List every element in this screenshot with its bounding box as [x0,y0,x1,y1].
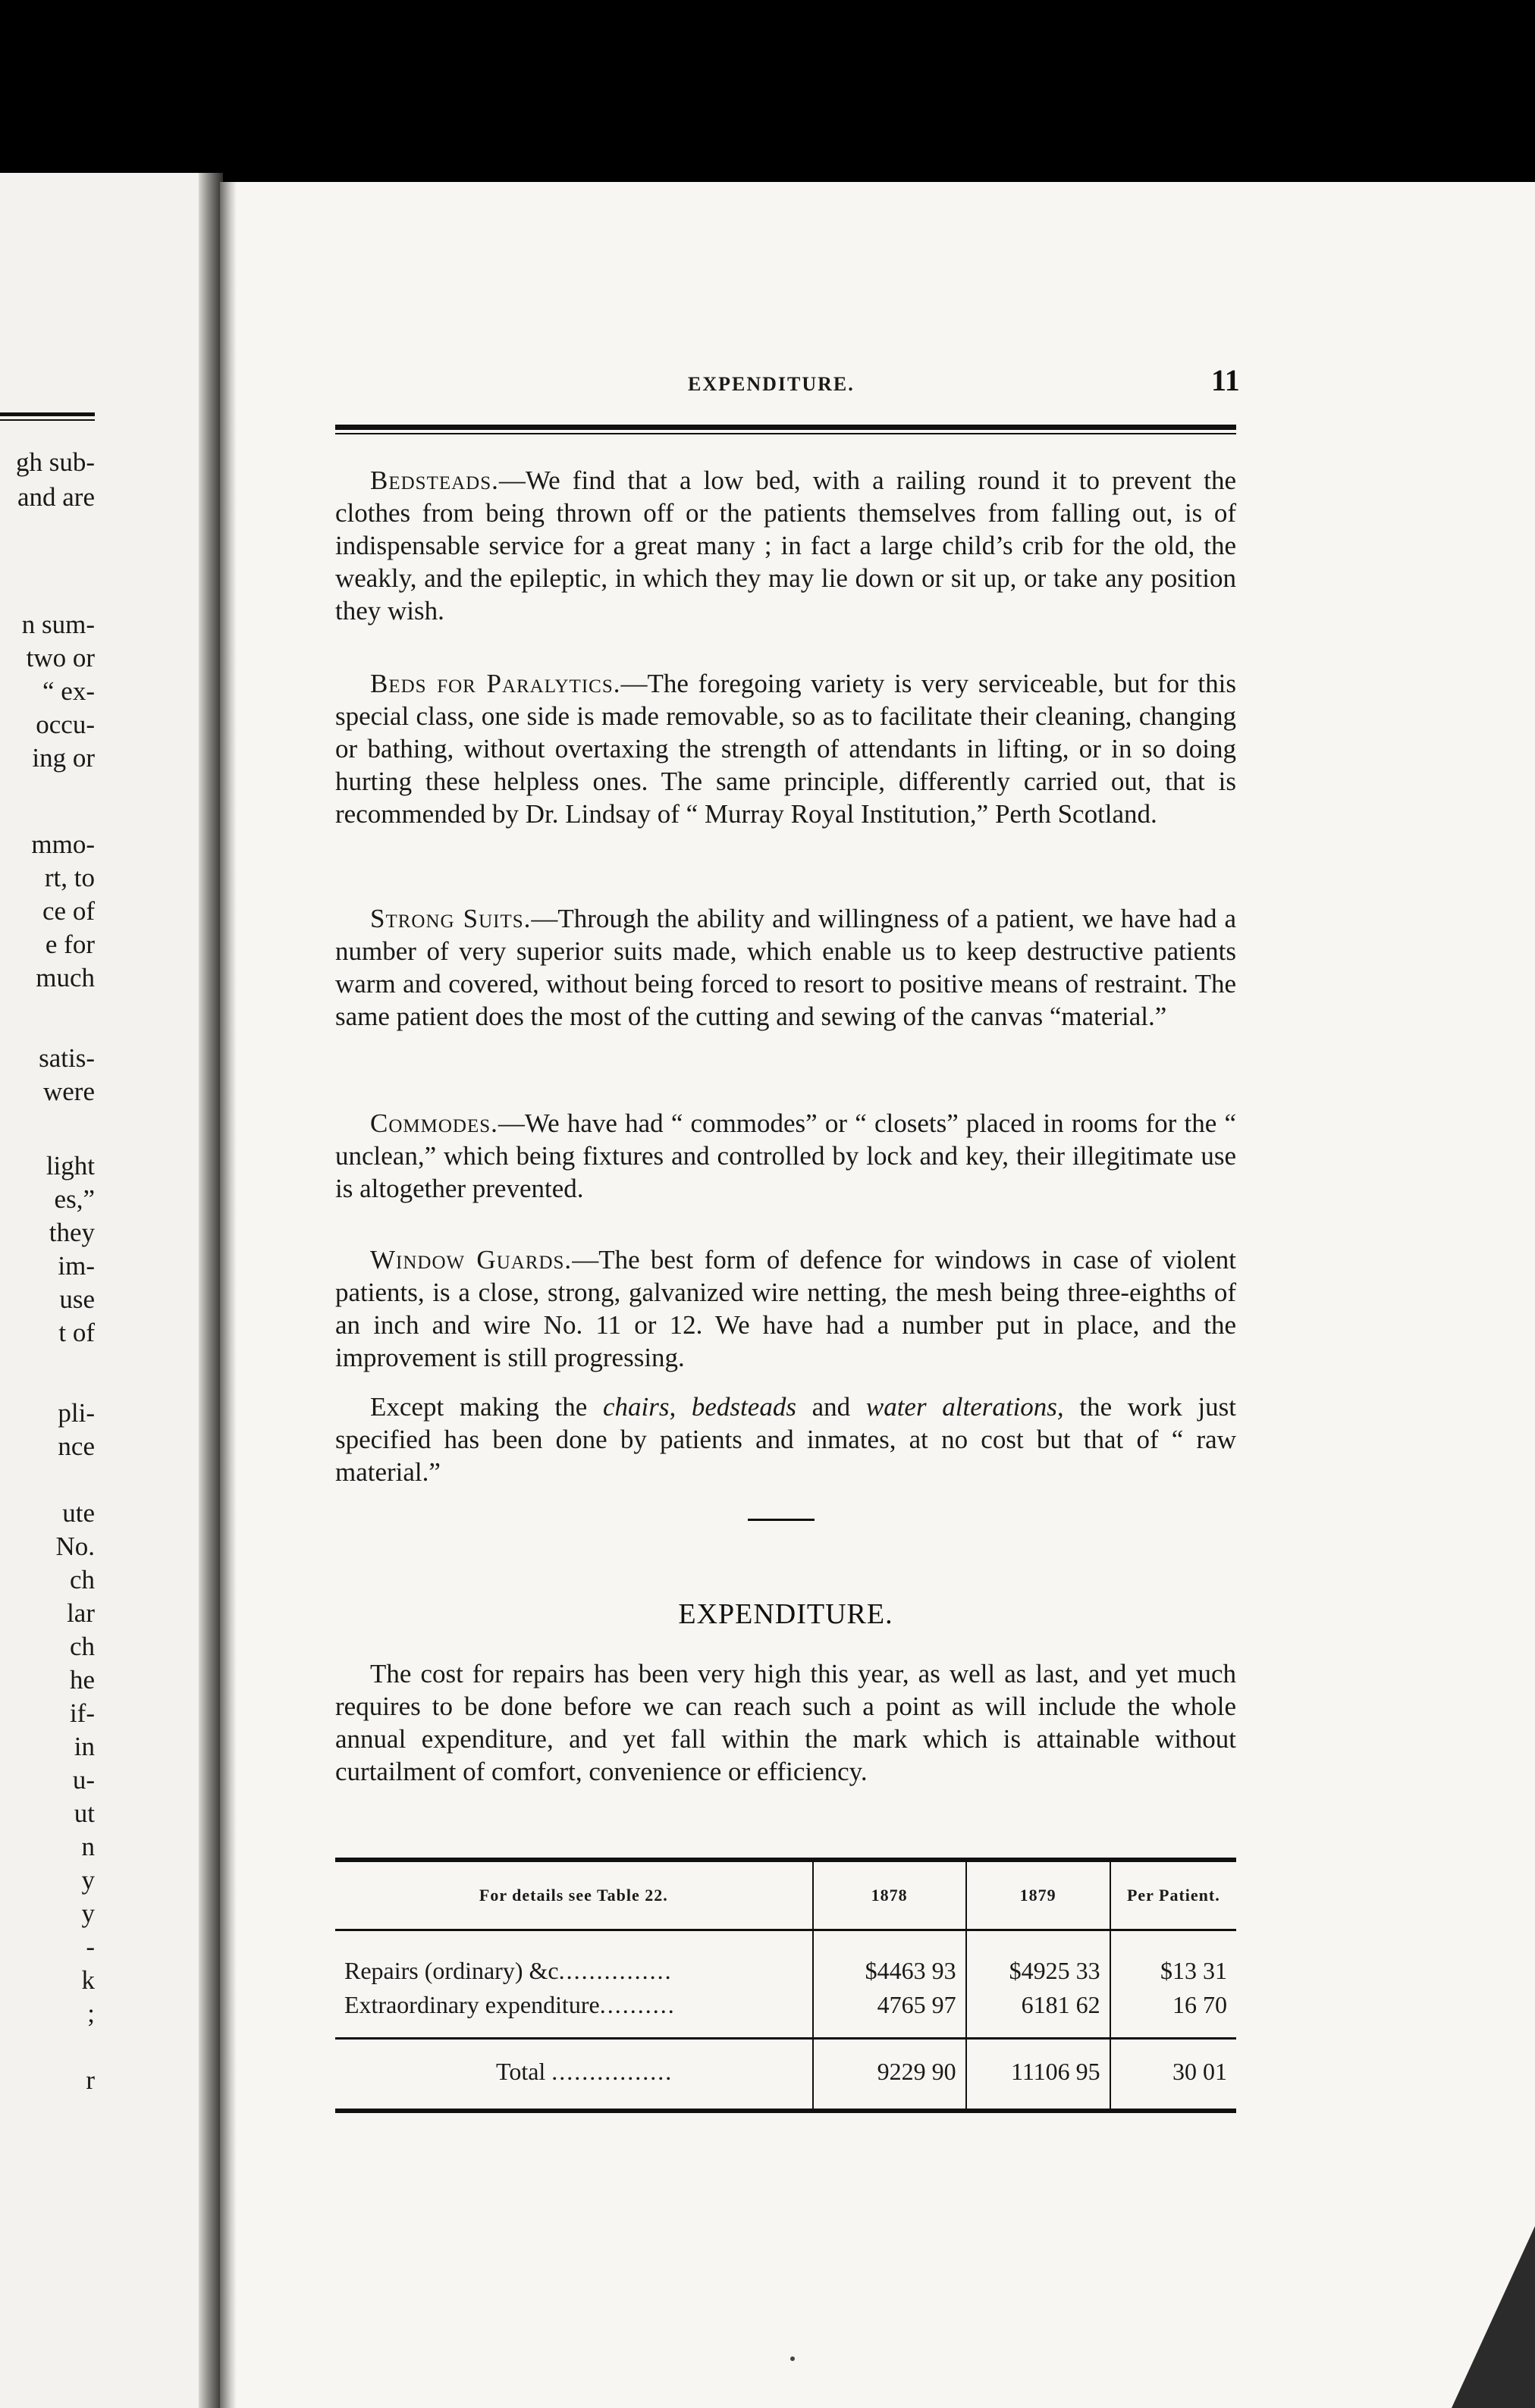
row-label-cell [335,1930,813,1989]
total-leader: ................ [551,2058,673,2085]
cell-per-patient: $13 31 [1110,1930,1236,1989]
paragraph-lead: Commodes. [370,1108,498,1138]
left-fragment: mmo- [31,829,95,859]
except-italic-2: water alterations, [865,1392,1064,1422]
row-label-cell [335,1988,813,2039]
left-fragment: use [59,1284,95,1314]
except-text-1: Except making the [370,1392,603,1422]
left-fragment: much [36,963,95,992]
page-speck [790,2356,795,2361]
left-fragment: pli- [58,1398,95,1428]
paragraph-text: —The foregoing variety is very serviceable, but for this special class, one side is made removable, so as to facilitate their cleaning, changing or bathing, without overtaxing the strength of attendants in lifting, or in so doing hurting these helpless ones. The same principle, differently carried out, that is recommended by Dr. Lindsay of “ Murray Royal Institution,” Perth Scotland. [335,669,1237,829]
left-fragment: rt, to [44,863,95,892]
paragraph-lead: Strong Suits. [370,904,532,933]
total-1879: 11106 95 [966,2039,1110,2112]
cell-1878: 4765 97 [813,1988,966,2039]
paragraph-strong-suits [335,902,1236,1033]
total-label-cell [335,2039,813,2112]
left-fragment: ch [69,1565,95,1594]
left-fragment: two or [26,643,95,673]
left-fragment: if- [69,1698,95,1728]
page-corner-shadow [1452,2226,1535,2408]
left-fragment: e for [45,930,95,959]
paragraph-lead: Beds for Paralytics. [370,669,621,698]
paragraph-beds-for-paralytics [335,667,1236,830]
left-fragment: ch [69,1632,95,1661]
cell-1879: $4925 33 [966,1930,1110,1989]
left-fragment: n sum- [21,610,95,639]
except-text-2: and [796,1392,866,1422]
header-rule-thin [335,433,1236,434]
expenditure-heading: EXPENDITURE. [678,1598,893,1630]
paragraph-lead: Window Guards. [370,1245,573,1275]
table-header-row [335,1860,1236,1930]
left-fragment: satis- [39,1043,95,1073]
left-fragment: - [86,1932,95,1961]
left-fragment: ute [62,1498,95,1528]
left-fragment: ce of [42,896,95,926]
table-header-1879: 1879 [966,1860,1110,1930]
left-fragment: n [81,1832,95,1861]
except-text-3: the work just specified has been done by patients and inmates, at no cost but that of “ raw material.” [335,1392,1236,1487]
left-page [0,173,206,2408]
paragraph-lead: Bedsteads. [370,466,499,495]
total-per-patient: 30 01 [1110,2039,1236,2112]
paragraph-text: The cost for repairs has been very high this year, as well as last, and yet much requires to be done before we can reach such a point as will include the whole annual expenditure, and yet fall within the mark which is attainable without curtailment of comfort, convenience or efficiency. [335,1659,1236,1786]
cell-1879: 6181 62 [966,1988,1110,2039]
table-header-details: For details see Table 22. [335,1860,813,1930]
left-fragment: occu- [36,710,95,739]
header-rule-thick [335,425,1236,430]
left-fragment: y [81,1898,95,1928]
table-total-row [335,2039,1236,2112]
left-fragment: they [49,1218,95,1247]
total-1878: 9229 90 [813,2039,966,2112]
left-fragment: y [81,1865,95,1895]
left-fragment: t of [58,1318,95,1347]
paragraph-bedsteads [335,464,1236,627]
paragraph-text: —The best form of defence for windows in case of violent patients, is a close, strong, galvanized wire netting, the mesh being three-eighths of an inch and wire No. 11 or 12. We have had a number put in place, and the improvement is still progressing. [335,1245,1236,1372]
left-fragment: No. [55,1532,95,1561]
left-fragment: es,” [54,1184,95,1214]
paragraph-except [335,1391,1236,1488]
left-fragment: ; [87,1999,95,2028]
left-page-rule [0,412,95,416]
left-fragment: gh sub- [15,447,95,477]
total-label: Total [496,2058,546,2085]
left-fragment: r [86,2065,95,2095]
running-title: EXPENDITURE. [688,373,855,395]
left-fragment: ing or [32,743,95,773]
right-page [220,182,1535,2408]
row-leader: ............... [558,1957,673,1984]
left-fragment: were [42,1077,95,1106]
left-fragment: ut [74,1798,95,1828]
left-fragment: and are [17,482,95,512]
left-fragment: u- [72,1765,95,1795]
paragraph-expenditure [335,1657,1236,1788]
left-fragment: he [69,1665,95,1695]
left-page-rule-thin [0,419,95,421]
row-label: Extraordinary expenditure [344,1991,600,2018]
left-fragment: light [46,1151,95,1180]
paragraph-window-guards [335,1243,1236,1374]
left-fragment: im- [58,1251,95,1281]
cell-1878: $4463 93 [813,1930,966,1989]
paragraph-commodes [335,1107,1236,1205]
row-leader: .......... [599,1991,676,2018]
page-edge-shadow [220,182,237,2408]
page-number: 11 [1211,363,1240,397]
left-fragment: “ ex- [42,676,95,706]
cell-per-patient: 16 70 [1110,1988,1236,2039]
left-fragment: nce [58,1431,95,1461]
except-italic-1: chairs, bedsteads [602,1392,796,1422]
table-header-per-patient: Per Patient. [1110,1860,1236,1930]
paragraph-text: —We find that a low bed, with a railing round it to prevent the clothes from being thrown off or the patients themselves from falling out, is of indispensable service for a great many ; in fact a large child’s crib for the old, the weakly, and the epileptic, in which they may lie down or sit up, or take any position they wish. [335,466,1236,626]
left-fragment: in [74,1732,95,1761]
table-row [335,1930,1236,1989]
table-header-1878: 1878 [813,1860,966,1930]
paragraph-text: —Through the ability and willingness of a patient, we have had a number of very superior suits made, which enable us to keep destructive patients warm and covered, without being forced to resort to positive means of restraint. The same patient does the most of the cutting and sewing of the canvas “material.” [335,904,1236,1031]
left-fragment: k [81,1965,95,1995]
paragraph-text: —We have had “ commodes” or “ closets” placed in rooms for the “ unclean,” which being fixtures and controlled by lock and key, their illegitimate use is altogether prevented. [335,1108,1236,1203]
left-fragment: lar [67,1598,95,1628]
table-row [335,1988,1236,2039]
section-divider [748,1519,815,1521]
row-label: Repairs (ordinary) &c [344,1957,559,1984]
expenditure-table [335,1858,1236,2113]
